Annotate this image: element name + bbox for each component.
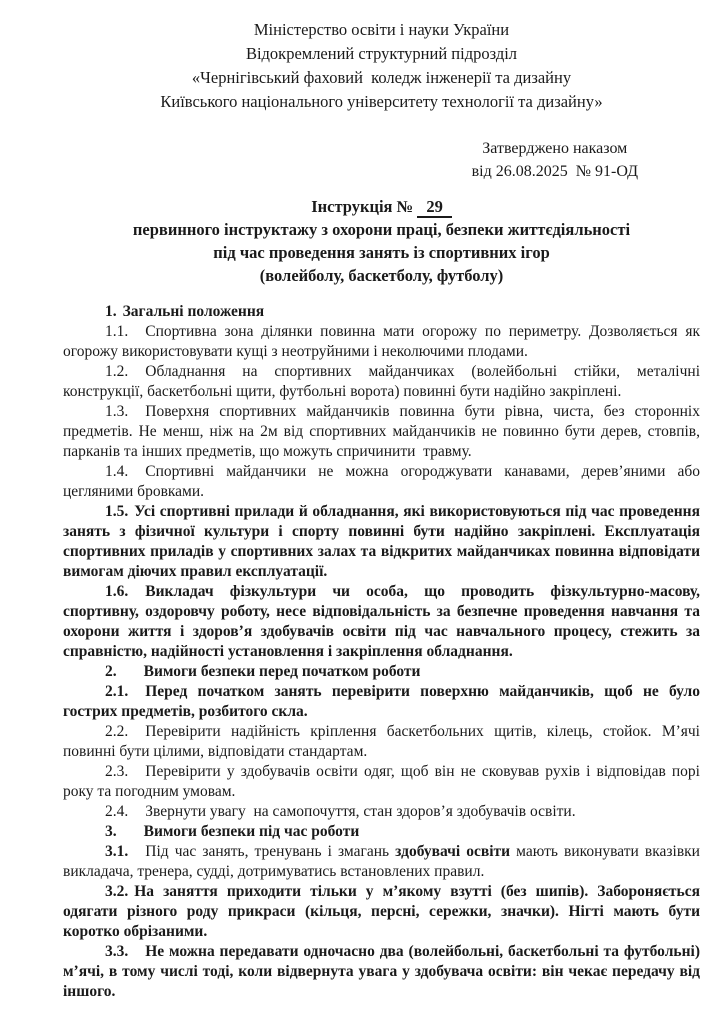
paragraph-text: Спортивні майданчики не можна огороджувати канавами, дерев’яними або цегляними бровками. [63,463,700,500]
paragraph-number: 3.3. [105,943,129,960]
body-paragraph [63,402,700,462]
document-header [63,18,700,114]
paragraph-number: 2. [105,663,117,680]
paragraph-text: Під час занять, тренувань і змагань [145,843,396,860]
body-paragraph [63,942,700,1002]
approval-line-date: від 26.08.2025 № 91-ОД [471,163,638,180]
body-paragraph [63,682,700,722]
paragraph-text: На заняття приходити тільки у м’якому взутті (без шипів). Забороняється одягати різного роду прикраси (кільця, персні, сережки, значки). Нігті мають бути коротко обрізаними. [63,883,700,940]
paragraph-number: 1.4. [105,463,129,480]
header-line-ministry: Міністерство освіти і науки України [253,20,510,39]
body-paragraph [63,362,700,402]
paragraph-text: здобувачі освіти [395,843,511,860]
instruction-number: 29 [417,197,452,218]
section-heading [63,302,700,322]
header-line-university: Київського національного університету технології та дизайну» [160,92,603,111]
body-paragraph [63,802,700,822]
body-paragraph [63,762,700,802]
header-line-college: «Чернігівський фаховий коледж інженерії та дизайну [191,68,572,87]
paragraph-number: 1.3. [105,403,129,420]
body-paragraph [63,882,700,942]
paragraph-text: Перед початком занять перевірити поверхню майданчиків, щоб не було гострих предметів, розбитого скла. [63,683,700,720]
paragraph-text: Загальні положення [122,303,265,320]
paragraph-text: Перевірити у здобувачів освіти одяг, щоб він не сковував рухів і відповідав порі року та погодним умовам. [63,763,700,800]
paragraph-text: Вимоги безпеки під час роботи [143,823,360,840]
paragraph-text: Усі спортивні прилади й обладнання, які використовуються під час проведення занять з фізичної культури і спорту повинні бути надійно закріплені. Експлуатація спортивних приладів у спортивних залах та відкритих майданчиках повинна відповідати вимогам діючих правил експлуатації. [63,503,700,580]
approval-line-text: Затверджено наказом [482,140,628,157]
paragraph-text: Спортивна зона ділянки повинна мати огорожу по периметру. Дозволяється як огорожу використовувати кущі з неотруйними і неколючими плодами. [63,323,700,360]
paragraph-text: Перевірити надійність кріплення баскетбольних щитів, кілець, стойок. М’ячі повинні бути цілими, відповідати стандартам. [63,723,700,760]
paragraph-number: 1. [105,303,117,320]
paragraph-text: Викладач фізкультури чи особа, що проводить фізкультурно-масову, спортивну, оздоровчу роботу, несе відповідальність за безпечне проведення навчання та охорони життя і здоров’я здобувачів освіти під час навчального процесу, стежить за справністю, надійності установлення і закріплення обладнання. [63,583,700,660]
paragraph-number: 1.1. [105,323,129,340]
paragraph-text: Звернути увагу на самопочуття, стан здоров’я здобувачів освіти. [145,803,576,820]
paragraph-text: Не можна передавати одночасно два (волейбольні, баскетбольні та футбольні) м’ячі, в тому числі тоді, коли відвернута увага у здобувача освіти: він чекає передачу від іншого. [63,943,700,1000]
paragraph-text: Вимоги безпеки перед початком роботи [143,663,421,680]
paragraph-number: 2.1. [105,683,129,700]
body-paragraph [63,462,700,502]
paragraph-number: 2.2. [105,723,129,740]
document-body [63,302,700,1002]
body-paragraph [63,722,700,762]
paragraph-number: 1.2. [105,363,129,380]
paragraph-number: 2.3. [105,763,129,780]
title-line-briefing: первинного інструктажу з охорони праці, безпеки життєдіяльності [132,220,631,239]
approval-block [472,137,638,183]
paragraph-number: 3.2. [105,883,129,900]
paragraph-number: 3.1. [105,843,129,860]
title-prefix: Інструкція № [311,197,418,216]
paragraph-text: мають виконувати вказівки викладача, тренера, судді, дотримуватись встановлених правил. [63,843,700,880]
body-paragraph [63,322,700,362]
paragraph-number: 3. [105,823,117,840]
paragraph-text: Обладнання на спортивних майданчиках (волейбольні стійки, металічні конструкції, баскетбольні щити, футбольні ворота) повинні бути надійно закріплені. [63,363,700,400]
body-paragraph [63,842,700,882]
paragraph-text: Поверхня спортивних майданчиків повинна бути рівна, чиста, без сторонніх предметів. Не менш, ніж на 2м від спортивних майданчиків не повинно бути дерев, стовпів, парканів та інших предметів, що можуть спричинити травму. [63,403,700,460]
body-paragraph [63,502,700,582]
section-heading [63,822,700,842]
header-line-subdivision: Відокремлений структурний підрозділ [245,44,518,63]
title-line-instruction [63,195,700,218]
document-title [63,195,700,287]
title-line-sports: (волейболу, баскетболу, футболу) [259,266,504,285]
title-line-activity: під час проведення занять із спортивних ігор [213,243,550,262]
paragraph-number: 1.5. [105,503,129,520]
section-heading [63,662,700,682]
paragraph-number: 1.6. [105,583,129,600]
paragraph-number: 2.4. [105,803,129,820]
body-paragraph [63,582,700,662]
